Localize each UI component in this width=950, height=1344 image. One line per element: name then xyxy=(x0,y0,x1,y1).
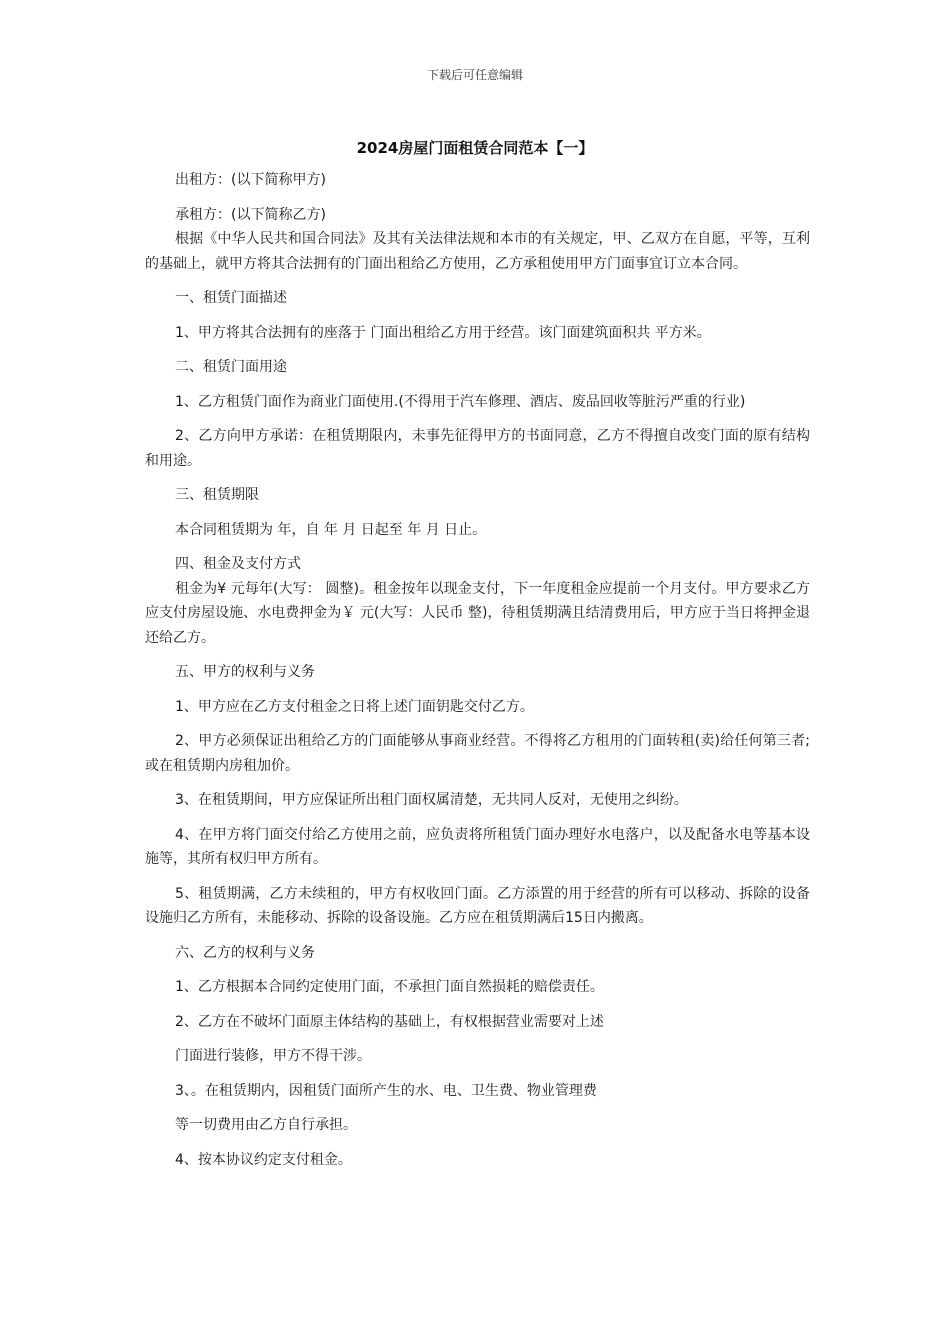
paragraph-clause: 门面进行装修，甲方不得干涉。 xyxy=(175,1048,371,1064)
paragraph-clause: 5、租赁期满，乙方未续租的，甲方有权收回门面。乙方添置的用于经营的所有可以移动、拆除的设备设施归乙方所有，未能移动、拆除的设备设施。乙方应在租赁期满后15日内搬离。 xyxy=(145,885,810,926)
section-heading-3: 三、租赁期限 xyxy=(175,487,259,503)
paragraph-clause: 1、乙方租赁门面作为商业门面使用.(不得用于汽车修理、酒店、废品回收等脏污严重的行业) xyxy=(175,393,746,410)
document-title: 2024房屋门面租赁合同范本【一】 xyxy=(356,139,594,157)
section-heading-5: 五、甲方的权利与义务 xyxy=(175,664,315,680)
paragraph-clause: 1、乙方根据本合同约定使用门面，不承担门面自然损耗的赔偿责任。 xyxy=(175,979,604,995)
paragraph-clause: 4、在甲方将门面交付给乙方使用之前，应负责将所租赁门面办理好水电落户，以及配备水电等基本设施等，其所有权归甲方所有。 xyxy=(145,826,810,867)
section-heading-6: 六、乙方的权利与义务 xyxy=(175,944,315,961)
paragraph-lessor: 出租方：(以下简称甲方) xyxy=(175,172,326,188)
section-heading-1: 一、租赁门面描述 xyxy=(175,290,287,306)
paragraph-clause: 4、按本协议约定支付租金。 xyxy=(175,1151,352,1168)
paragraph-clause: 2、乙方在不破坏门面原主体结构的基础上，有权根据营业需要对上述 xyxy=(175,1013,604,1030)
paragraph-clause: 1、甲方将其合法拥有的座落于 门面出租给乙方用于经营。该门面建筑面积共 平方米。 xyxy=(175,324,711,341)
paragraph-clause: 2、乙方向甲方承诺：在租赁期限内，未事先征得甲方的书面同意，乙方不得擅自改变门面的原有结构和用途。 xyxy=(145,428,810,469)
paragraph-clause: 租金为¥ 元每年(大写： 圆整)。租金按年以现金支付，下一年度租金应提前一个月支付。甲方要求乙方应支付房屋设施、水电费押金为￥ 元(大写：人民币 整)，待租赁期满且结清费用后，甲方应于当日将押金退还给乙方。 xyxy=(145,580,810,646)
paragraph-clause: 本合同租赁期为 年，自 年 月 日起至 年 月 日止。 xyxy=(175,521,487,538)
paragraph-clause: 1、甲方应在乙方支付租金之日将上述门面钥匙交付乙方。 xyxy=(175,698,534,715)
paragraph-clause: 3、。在租赁期内，因租赁门面所产生的水、电、卫生费、物业管理费 xyxy=(175,1082,597,1099)
document-body xyxy=(145,168,810,1172)
section-heading-2: 二、租赁门面用途 xyxy=(175,359,287,375)
paragraph-clause: 等一切费用由乙方自行承担。 xyxy=(175,1117,357,1133)
paragraph-clause: 2、甲方必须保证出租给乙方的门面能够从事商业经营。不得将乙方租用的门面转租(卖)给任何第三者;或在租赁期内房租加价。 xyxy=(145,733,810,774)
paragraph-preamble: 根据《中华人民共和国合同法》及其有关法律法规和本市的有关规定，甲、乙双方在自愿，平等，互利的基础上，就甲方将其合法拥有的门面出租给乙方使用，乙方承租使用甲方门面事宜订立本合同。 xyxy=(145,231,810,272)
section-heading-4: 四、租金及支付方式 xyxy=(175,556,301,572)
page-header-note: 下载后可任意编辑 xyxy=(426,68,523,82)
paragraph-lessee: 承租方：(以下简称乙方) xyxy=(175,206,326,223)
paragraph-clause: 3、在租赁期间，甲方应保证所出租门面权属清楚，无共同人反对，无使用之纠纷。 xyxy=(175,792,688,808)
